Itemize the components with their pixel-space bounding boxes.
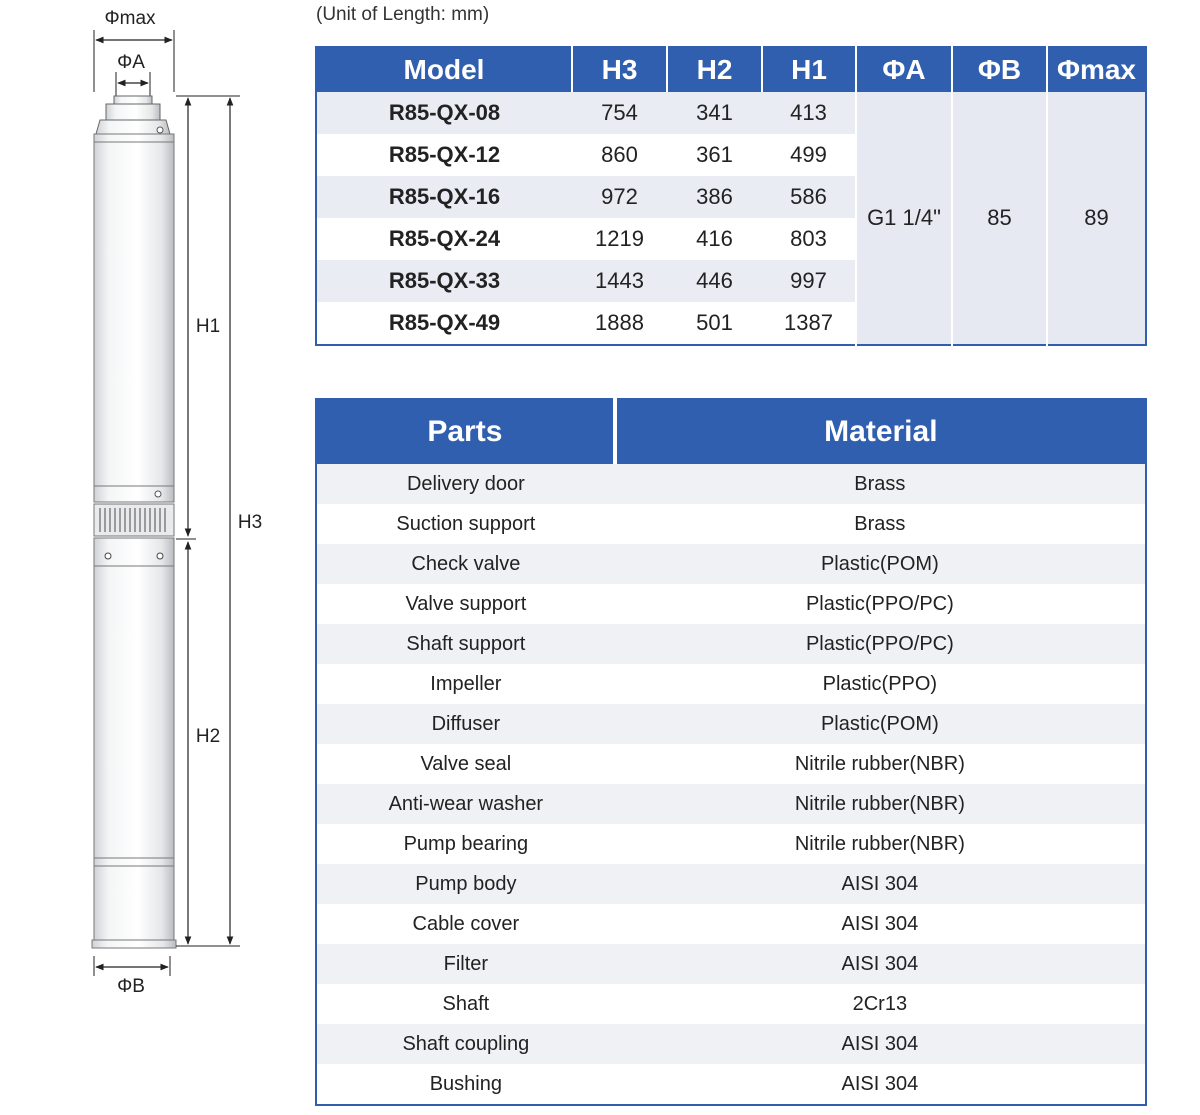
material-cell: AISI 304 <box>615 864 1146 904</box>
h2-cell: 446 <box>667 260 762 302</box>
part-cell: Filter <box>316 944 615 984</box>
part-cell: Shaft coupling <box>316 1024 615 1064</box>
model-cell: R85-QX-33 <box>316 260 572 302</box>
header-phi-a: ΦA <box>856 47 952 92</box>
h2-cell: 501 <box>667 302 762 345</box>
table-row <box>316 584 1146 624</box>
model-cell: R85-QX-49 <box>316 302 572 345</box>
table-row <box>316 744 1146 784</box>
table-row <box>316 624 1146 664</box>
suction-filter <box>94 504 174 536</box>
h3-label: H3 <box>237 512 263 533</box>
table-row <box>316 944 1146 984</box>
phimax-label: Φmax <box>104 8 156 29</box>
h2-cell: 341 <box>667 92 762 134</box>
pump-outlet-head <box>94 96 174 142</box>
spec-header-row <box>316 47 1146 92</box>
table-row <box>316 904 1146 944</box>
model-cell: R85-QX-08 <box>316 92 572 134</box>
material-cell: Brass <box>615 504 1146 544</box>
material-cell: 2Cr13 <box>615 984 1146 1024</box>
h3-cell: 1888 <box>572 302 667 345</box>
part-cell: Valve support <box>316 584 615 624</box>
table-row <box>316 864 1146 904</box>
model-cell: R85-QX-24 <box>316 218 572 260</box>
h3-cell: 972 <box>572 176 667 218</box>
part-cell: Impeller <box>316 664 615 704</box>
header-h1: H1 <box>762 47 856 92</box>
h1-cell: 1387 <box>762 302 856 345</box>
header-parts: Parts <box>316 399 615 464</box>
pump-section-body <box>94 142 174 486</box>
material-cell: Plastic(PPO/PC) <box>615 624 1146 664</box>
motor-ring <box>94 858 174 866</box>
header-phi-max: Φmax <box>1047 47 1146 92</box>
h3-cell: 754 <box>572 92 667 134</box>
table-row <box>316 92 1146 134</box>
table-row <box>316 544 1146 584</box>
pump-section-ring <box>94 486 174 502</box>
table-row <box>316 784 1146 824</box>
phib-label: ΦB <box>117 976 145 997</box>
material-cell: Plastic(POM) <box>615 544 1146 584</box>
material-cell: Plastic(PPO/PC) <box>615 584 1146 624</box>
material-cell: AISI 304 <box>615 904 1146 944</box>
material-cell: Nitrile rubber(NBR) <box>615 744 1146 784</box>
material-cell: AISI 304 <box>615 1024 1146 1064</box>
table-row <box>316 504 1146 544</box>
motor-bottom-cap <box>92 940 176 948</box>
part-cell: Shaft <box>316 984 615 1024</box>
part-cell: Pump bearing <box>316 824 615 864</box>
table-row <box>316 664 1146 704</box>
material-cell: Plastic(PPO) <box>615 664 1146 704</box>
model-cell: R85-QX-16 <box>316 176 572 218</box>
h2-cell: 416 <box>667 218 762 260</box>
material-cell: AISI 304 <box>615 1064 1146 1105</box>
parts-material-table <box>315 398 1147 1106</box>
material-cell: Nitrile rubber(NBR) <box>615 824 1146 864</box>
model-cell: R85-QX-12 <box>316 134 572 176</box>
phi-b-cell: 85 <box>952 92 1047 345</box>
unit-note: (Unit of Length: mm) <box>316 4 490 25</box>
motor-top-flange <box>94 538 174 566</box>
phi-a-cell: G1 1/4" <box>856 92 952 345</box>
h3-cell: 860 <box>572 134 667 176</box>
part-cell: Diffuser <box>316 704 615 744</box>
part-cell: Pump body <box>316 864 615 904</box>
part-cell: Delivery door <box>316 464 615 504</box>
h1-cell: 586 <box>762 176 856 218</box>
motor-base <box>94 866 174 940</box>
h1-cell: 413 <box>762 92 856 134</box>
material-cell: Plastic(POM) <box>615 704 1146 744</box>
h1-cell: 499 <box>762 134 856 176</box>
phia-label: ΦA <box>117 52 145 73</box>
h2-label: H2 <box>195 726 221 747</box>
part-cell: Bushing <box>316 1064 615 1105</box>
dimension-spec-table <box>315 46 1147 346</box>
part-cell: Anti-wear washer <box>316 784 615 824</box>
h2-cell: 386 <box>667 176 762 218</box>
table-row <box>316 824 1146 864</box>
h1-cell: 803 <box>762 218 856 260</box>
part-cell: Shaft support <box>316 624 615 664</box>
table-row <box>316 984 1146 1024</box>
h1-label: H1 <box>195 316 221 337</box>
part-cell: Check valve <box>316 544 615 584</box>
pump-dimension-drawing <box>0 0 300 1115</box>
header-phi-b: ΦB <box>952 47 1047 92</box>
part-cell: Suction support <box>316 504 615 544</box>
header-model: Model <box>316 47 572 92</box>
material-cell: AISI 304 <box>615 944 1146 984</box>
material-cell: Nitrile rubber(NBR) <box>615 784 1146 824</box>
h2-cell: 361 <box>667 134 762 176</box>
part-cell: Cable cover <box>316 904 615 944</box>
table-row <box>316 1024 1146 1064</box>
h3-cell: 1443 <box>572 260 667 302</box>
phi-max-cell: 89 <box>1047 92 1146 345</box>
header-h2: H2 <box>667 47 762 92</box>
material-cell: Brass <box>615 464 1146 504</box>
h1-cell: 997 <box>762 260 856 302</box>
materials-header-row <box>316 399 1146 464</box>
header-material: Material <box>615 399 1146 464</box>
motor-body <box>94 566 174 858</box>
table-row <box>316 464 1146 504</box>
header-h3: H3 <box>572 47 667 92</box>
table-row <box>316 704 1146 744</box>
h3-cell: 1219 <box>572 218 667 260</box>
part-cell: Valve seal <box>316 744 615 784</box>
table-row <box>316 1064 1146 1105</box>
